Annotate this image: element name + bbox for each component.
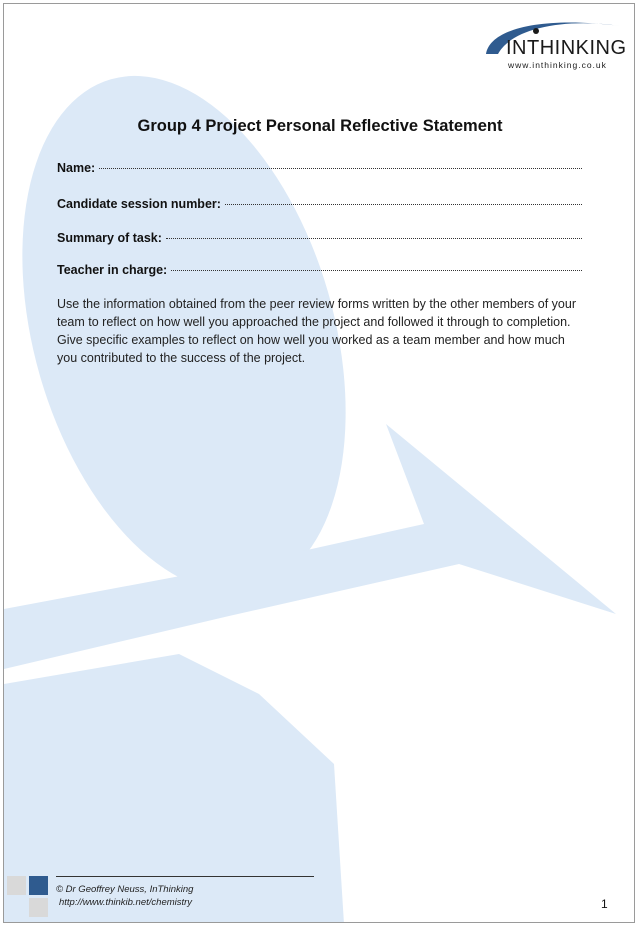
watermark-graphic	[4, 4, 635, 923]
document-page	[3, 3, 635, 923]
candidate-session-number-field[interactable]	[57, 197, 582, 211]
teacher-in-charge-label: Teacher in charge:	[57, 263, 168, 277]
summary-of-task-dotted-line	[166, 238, 582, 239]
summary-of-task-label: Summary of task:	[57, 231, 162, 245]
candidate-session-number-label: Candidate session number:	[57, 197, 221, 211]
footer-square-light	[29, 898, 48, 917]
instructions-paragraph: Use the information obtained from the peer review forms written by the other members of your team to reflect on how well you approached the project and followed it through to completion. Give specific examples to reflect on how well you worked as a team member and how much you contributed to the success of the project.	[57, 297, 576, 365]
candidate-session-number-dotted-line	[225, 204, 582, 205]
name-field[interactable]	[57, 161, 582, 175]
document-title: Group 4 Project Personal Reflective Statement	[137, 117, 503, 135]
footer-square-light	[7, 876, 26, 895]
footer-divider	[56, 876, 314, 877]
page-number: 1	[601, 897, 608, 911]
footer-credit: © Dr Geoffrey Neuss, InThinking	[56, 884, 194, 895]
summary-of-task-field[interactable]	[57, 231, 582, 245]
logo-name: INTHINKING	[506, 37, 627, 59]
logo-url: www.inthinking.co.uk	[508, 60, 607, 70]
teacher-in-charge-dotted-line	[171, 270, 582, 271]
footer-square-dark	[29, 876, 48, 895]
footer-url-link[interactable]: http://www.thinkib.net/chemistry	[59, 897, 193, 908]
name-label: Name:	[57, 161, 96, 175]
name-dotted-line	[99, 168, 582, 169]
inthinking-logo	[484, 14, 627, 76]
teacher-in-charge-field[interactable]	[57, 263, 582, 277]
watermark-body-shape	[4, 654, 344, 923]
